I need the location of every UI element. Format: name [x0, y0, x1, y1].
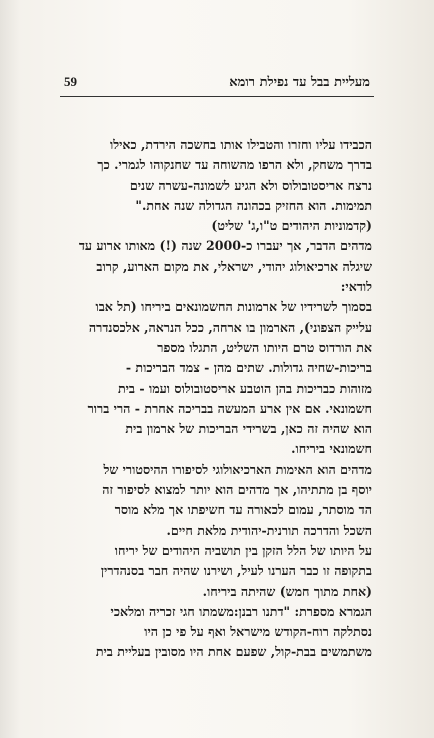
text-line: מדהים הוא האימות הארכיאולוגי לסיפורו ההיסטורי של — [103, 461, 372, 477]
text-line: הד מוסתר, עמום לכאורה עד חשיפתו אך מלא מוסר — [114, 502, 372, 518]
text-line: הוא שהיה זה כאן, בשרידי הבריכות של ארמון בית — [125, 421, 372, 437]
text-line: משתמשים בבת-קול, שפעם אחת היו מסובין בעליית בית — [95, 644, 372, 660]
page-number: 59 — [64, 74, 77, 89]
text-line: עלייק הצפוני), הארמון בו ארחה, ככל הנראה, אלכסנדרה — [88, 319, 372, 335]
header-rule — [60, 96, 374, 97]
text-line: (אחת מתוך חמש) שהיתה ביריחו. — [202, 583, 372, 599]
text-line: נרצח אריסטובולוס ולא הגיע לשמונה-עשרה שנים — [129, 177, 372, 193]
text-line: בריכות-שחיה גדולות. שתים מהן - צמד הבריכות - — [125, 360, 372, 376]
text-line: יוסף בן מתתיהו, אך מדהים הוא יותר למצוא לסיפור זה — [102, 482, 372, 498]
text-line: על היותו של הלל הזקן בין תושביה היהודים של יריחו — [114, 542, 372, 558]
text-line: השכל והדרכה תורנית-יהודית מלאת חיים. — [166, 522, 372, 538]
text-line: בסמוך לשרידיו של ארמונות החשמונאים ביריחו (תל אבו — [95, 299, 372, 315]
text-line: חשמונאי. אם אין ארע המעשה בבריכה אחרת - הרי ברור — [87, 400, 372, 416]
text-line: חשמונאי ביריחו. — [291, 441, 372, 457]
text-line: מדהים הדבר, אך יעברו כ-2000 שנה (!) מאותו ארוע עד — [78, 238, 372, 254]
text-line: מזוהות כבריכות בהן הוטבע אריסטובולוס ועמו - בית — [117, 380, 372, 396]
text-line: הכבידו עליו וחזרו והטבילו אותו בחשכה הירדת, כאילו — [110, 137, 372, 152]
running-title: מעליית בבל עד נפילת רומא — [229, 75, 370, 90]
text-line: נסתלקה רוח-הקודש מישראל ואף על פי כן היו — [144, 624, 372, 640]
citation-line: (קדמוניות היהודים ט"ו,ג' שליט) — [211, 218, 372, 234]
text-line: לודאי: — [340, 279, 372, 295]
text-line: את הורדוס טרם היותו השליט, התגלו מספר — [157, 339, 372, 355]
text-line: בתקופה זו כבר הערנו לעיל, ושירנו שהיה חבר בסנהדרין — [100, 563, 372, 579]
body-text — [60, 135, 372, 663]
text-line: הגמרא מספרת: "דתנו רבנן:משמתו חגי זכריה ומלאכי — [110, 603, 372, 619]
text-line: בדרך משחק, ולא הרפו מהשוחה עד שחנקוהו לגמרי. כך — [97, 157, 372, 173]
text-line: שיגלה ארכיאולוג יהודי, ישראלי, את מקום הארוע, קרוב — [96, 258, 372, 274]
binding-shadow — [0, 0, 20, 738]
text-line: תמימות. הוא החזיק בכהונה הגדולה שנה אחת." — [135, 197, 372, 213]
